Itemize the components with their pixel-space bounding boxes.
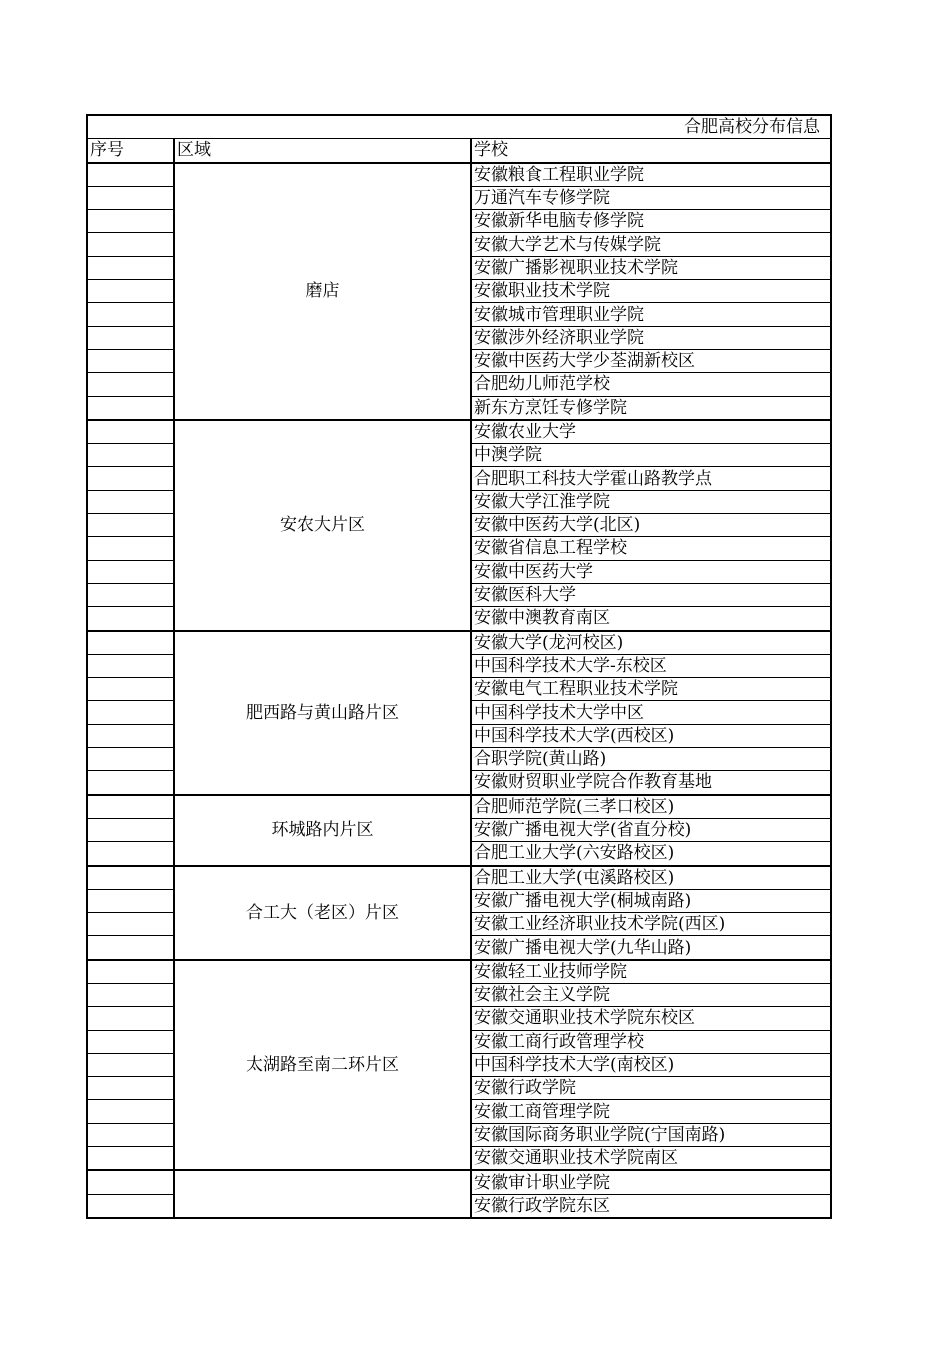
school-cell[interactable]: 安徽广播电视大学(九华山路) bbox=[471, 936, 831, 960]
school-cell[interactable]: 安徽粮食工程职业学院 bbox=[471, 163, 831, 187]
seq-cell[interactable] bbox=[87, 1007, 174, 1030]
seq-cell[interactable] bbox=[87, 866, 174, 890]
seq-cell[interactable] bbox=[87, 420, 174, 444]
school-cell[interactable]: 安徽广播影视职业技术学院 bbox=[471, 256, 831, 279]
seq-cell[interactable] bbox=[87, 1194, 174, 1218]
seq-cell[interactable] bbox=[87, 537, 174, 560]
seq-cell[interactable] bbox=[87, 607, 174, 631]
school-cell[interactable]: 安徽电气工程职业技术学院 bbox=[471, 678, 831, 701]
school-cell[interactable]: 安徽城市管理职业学院 bbox=[471, 303, 831, 326]
seq-cell[interactable] bbox=[87, 326, 174, 349]
area-cell[interactable] bbox=[174, 1170, 471, 1218]
school-cell[interactable]: 安徽广播电视大学(桐城南路) bbox=[471, 889, 831, 912]
table-row bbox=[87, 795, 831, 819]
table-title[interactable]: 合肥高校分布信息 bbox=[87, 115, 831, 139]
school-cell[interactable]: 合肥工业大学(屯溪路校区) bbox=[471, 866, 831, 890]
school-cell[interactable]: 安徽农业大学 bbox=[471, 420, 831, 444]
seq-cell[interactable] bbox=[87, 889, 174, 912]
school-cell[interactable]: 安徽国际商务职业学院(宁国南路) bbox=[471, 1123, 831, 1146]
school-cell[interactable]: 安徽行政学院东区 bbox=[471, 1194, 831, 1218]
seq-cell[interactable] bbox=[87, 748, 174, 771]
seq-cell[interactable] bbox=[87, 583, 174, 606]
school-cell[interactable]: 中国科学技术大学(南校区) bbox=[471, 1053, 831, 1076]
seq-cell[interactable] bbox=[87, 701, 174, 724]
seq-cell[interactable] bbox=[87, 936, 174, 960]
school-cell[interactable]: 安徽涉外经济职业学院 bbox=[471, 326, 831, 349]
area-cell[interactable]: 磨店 bbox=[174, 163, 471, 420]
school-cell[interactable]: 万通汽车专修学院 bbox=[471, 186, 831, 209]
header-school[interactable]: 学校 bbox=[471, 139, 831, 163]
seq-cell[interactable] bbox=[87, 960, 174, 984]
school-cell[interactable]: 安徽社会主义学院 bbox=[471, 983, 831, 1006]
seq-cell[interactable] bbox=[87, 983, 174, 1006]
seq-cell[interactable] bbox=[87, 913, 174, 936]
school-cell[interactable]: 合肥师范学院(三孝口校区) bbox=[471, 795, 831, 819]
seq-cell[interactable] bbox=[87, 1100, 174, 1123]
school-cell[interactable]: 安徽大学(龙河校区) bbox=[471, 631, 831, 655]
table-row bbox=[87, 1170, 831, 1194]
school-cell[interactable]: 中国科学技术大学(西校区) bbox=[471, 724, 831, 747]
seq-cell[interactable] bbox=[87, 654, 174, 677]
school-cell[interactable]: 中澳学院 bbox=[471, 444, 831, 467]
seq-cell[interactable] bbox=[87, 1053, 174, 1076]
table-row bbox=[87, 420, 831, 444]
school-cell[interactable]: 安徽医科大学 bbox=[471, 583, 831, 606]
area-cell[interactable]: 合工大（老区）片区 bbox=[174, 866, 471, 960]
area-cell[interactable]: 太湖路至南二环片区 bbox=[174, 960, 471, 1171]
school-cell[interactable]: 安徽工商行政管理学校 bbox=[471, 1030, 831, 1053]
seq-cell[interactable] bbox=[87, 818, 174, 841]
seq-cell[interactable] bbox=[87, 373, 174, 396]
seq-cell[interactable] bbox=[87, 233, 174, 256]
seq-cell[interactable] bbox=[87, 514, 174, 537]
seq-cell[interactable] bbox=[87, 210, 174, 233]
school-cell[interactable]: 安徽中医药大学 bbox=[471, 560, 831, 583]
seq-cell[interactable] bbox=[87, 163, 174, 187]
seq-cell[interactable] bbox=[87, 631, 174, 655]
school-cell[interactable]: 安徽工业经济职业技术学院(西区) bbox=[471, 913, 831, 936]
table-row bbox=[87, 163, 831, 187]
school-cell[interactable]: 安徽中医药大学少荃湖新校区 bbox=[471, 349, 831, 372]
seq-cell[interactable] bbox=[87, 490, 174, 513]
school-cell[interactable]: 合肥工业大学(六安路校区) bbox=[471, 842, 831, 866]
area-cell[interactable]: 肥西路与黄山路片区 bbox=[174, 631, 471, 795]
seq-cell[interactable] bbox=[87, 256, 174, 279]
seq-cell[interactable] bbox=[87, 349, 174, 372]
school-cell[interactable]: 安徽大学艺术与传媒学院 bbox=[471, 233, 831, 256]
seq-cell[interactable] bbox=[87, 795, 174, 819]
school-cell[interactable]: 安徽省信息工程学校 bbox=[471, 537, 831, 560]
table-row bbox=[87, 631, 831, 655]
seq-cell[interactable] bbox=[87, 280, 174, 303]
seq-cell[interactable] bbox=[87, 771, 174, 795]
title-row bbox=[87, 115, 831, 139]
school-cell[interactable]: 安徽审计职业学院 bbox=[471, 1170, 831, 1194]
spreadsheet bbox=[86, 114, 830, 1219]
table-row bbox=[87, 866, 831, 890]
school-cell[interactable]: 安徽财贸职业学院合作教育基地 bbox=[471, 771, 831, 795]
school-cell[interactable]: 安徽中澳教育南区 bbox=[471, 607, 831, 631]
seq-cell[interactable] bbox=[87, 1123, 174, 1146]
header-row bbox=[87, 139, 831, 163]
seq-cell[interactable] bbox=[87, 560, 174, 583]
seq-cell[interactable] bbox=[87, 842, 174, 866]
table-body bbox=[87, 115, 831, 1218]
seq-cell[interactable] bbox=[87, 444, 174, 467]
school-cell[interactable]: 中国科学技术大学-东校区 bbox=[471, 654, 831, 677]
school-cell[interactable]: 新东方烹饪专修学院 bbox=[471, 396, 831, 420]
seq-cell[interactable] bbox=[87, 467, 174, 490]
seq-cell[interactable] bbox=[87, 303, 174, 326]
seq-cell[interactable] bbox=[87, 396, 174, 420]
school-cell[interactable]: 合肥职工科技大学霍山路教学点 bbox=[471, 467, 831, 490]
school-cell[interactable]: 合职学院(黄山路) bbox=[471, 748, 831, 771]
header-seq[interactable]: 序号 bbox=[87, 139, 174, 163]
school-cell[interactable]: 安徽广播电视大学(省直分校) bbox=[471, 818, 831, 841]
seq-cell[interactable] bbox=[87, 1030, 174, 1053]
seq-cell[interactable] bbox=[87, 186, 174, 209]
schools-table bbox=[86, 114, 832, 1219]
school-cell[interactable]: 安徽交通职业技术学院东校区 bbox=[471, 1007, 831, 1030]
table-row bbox=[87, 960, 831, 984]
school-cell[interactable]: 安徽大学江淮学院 bbox=[471, 490, 831, 513]
seq-cell[interactable] bbox=[87, 678, 174, 701]
area-cell[interactable]: 环城路内片区 bbox=[174, 795, 471, 866]
seq-cell[interactable] bbox=[87, 1077, 174, 1100]
school-cell[interactable]: 安徽行政学院 bbox=[471, 1077, 831, 1100]
seq-cell[interactable] bbox=[87, 1170, 174, 1194]
school-cell[interactable]: 合肥幼儿师范学校 bbox=[471, 373, 831, 396]
seq-cell[interactable] bbox=[87, 724, 174, 747]
area-cell[interactable]: 安农大片区 bbox=[174, 420, 471, 631]
school-cell[interactable]: 安徽工商管理学院 bbox=[471, 1100, 831, 1123]
school-cell[interactable]: 安徽中医药大学(北区) bbox=[471, 514, 831, 537]
seq-cell[interactable] bbox=[87, 1147, 174, 1171]
school-cell[interactable]: 安徽新华电脑专修学院 bbox=[471, 210, 831, 233]
school-cell[interactable]: 安徽交通职业技术学院南区 bbox=[471, 1147, 831, 1171]
school-cell[interactable]: 安徽轻工业技师学院 bbox=[471, 960, 831, 984]
school-cell[interactable]: 中国科学技术大学中区 bbox=[471, 701, 831, 724]
school-cell[interactable]: 安徽职业技术学院 bbox=[471, 280, 831, 303]
header-area[interactable]: 区域 bbox=[174, 139, 471, 163]
